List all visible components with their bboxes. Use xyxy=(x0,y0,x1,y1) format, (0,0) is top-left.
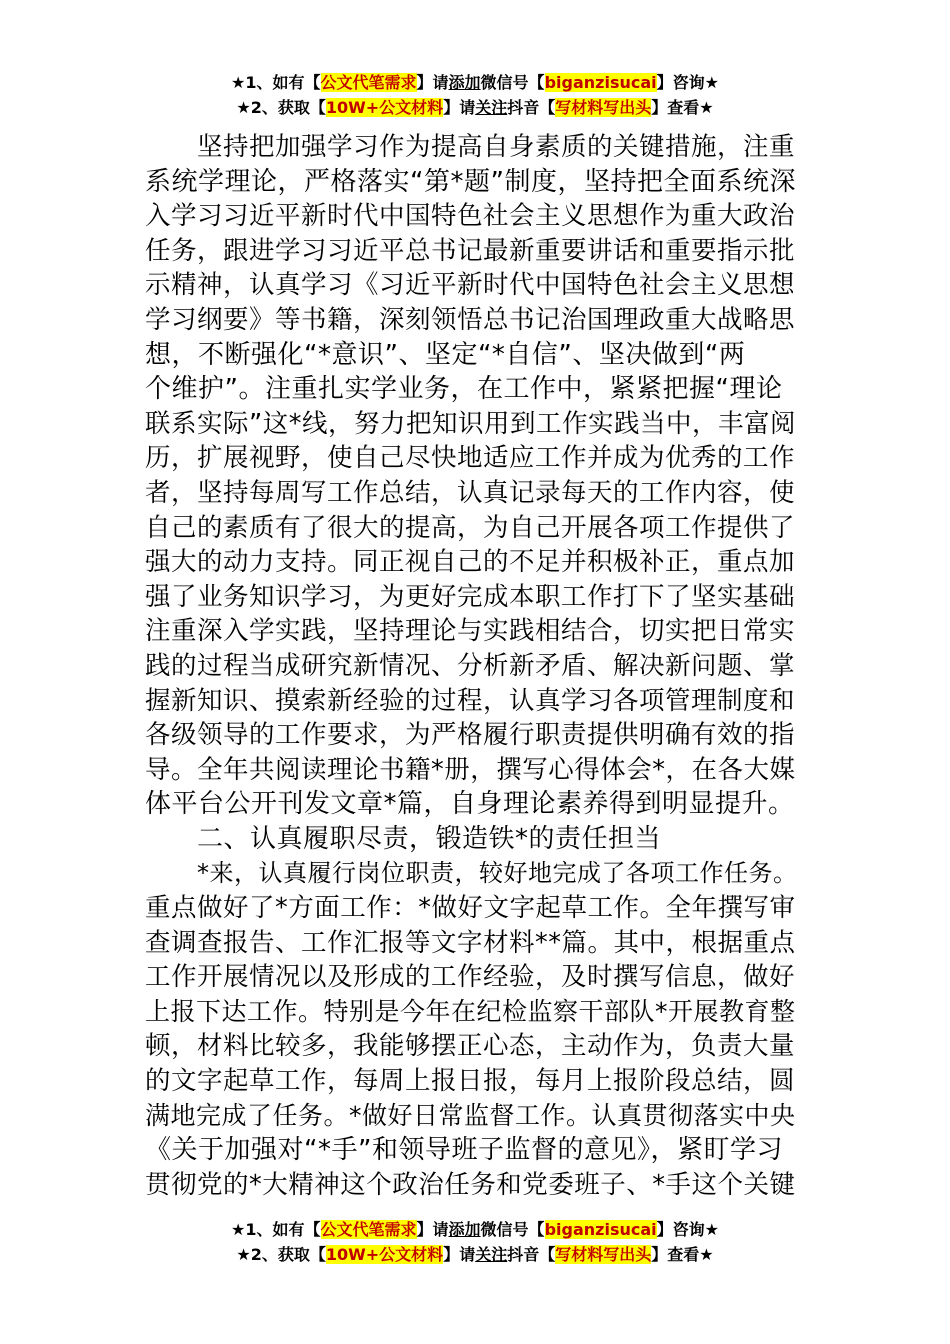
body-line: 任务，跟进学习习近平总书记最新重要讲话和重要指示批 xyxy=(145,235,796,266)
body-line: 上报下达工作。特别是今年在纪检监察干部队*开展教育整 xyxy=(145,996,796,1026)
body-line: 满地完成了任务。*做好日常监督工作。认真贯彻落实中央 xyxy=(145,1100,796,1130)
body-line: 示精神，认真学习《习近平新时代中国特色社会主义思想 xyxy=(145,270,796,301)
body-line: 自己的素质有了很大的提高，为自己开展各项工作提供了 xyxy=(145,512,796,543)
body-line: 想，不断强化“*意识”、坚定“*自信”、坚决做到“两 xyxy=(145,339,746,370)
body-line: 顿，材料比较多，我能够摆正心态，主动作为，负责大量 xyxy=(145,1031,796,1062)
body-line: 查调查报告、工作汇报等文字材料**篇。其中，根据重点 xyxy=(145,927,796,958)
section-heading: 二、认真履职尽责，锻造铁*的责任担当 xyxy=(197,823,662,854)
body-line: 系统学理论，严格落实“第*题”制度，坚持把全面系统深 xyxy=(145,166,796,197)
banner-highlight: biganzisucai xyxy=(544,73,657,92)
body-line: 者，坚持每周写工作总结，认真记录每天的工作内容，使 xyxy=(145,477,796,508)
banner-line-2: ★2、获取【10W+公文材料】请关注抖音【写材料写出头】查看★ xyxy=(236,1245,714,1264)
body-line: 强大的动力支持。同正视自己的不足并积极补正，重点加 xyxy=(145,547,796,578)
body-line: 工作开展情况以及形成的工作经验，及时撰写信息，做好 xyxy=(145,962,796,993)
banner-highlight: 10W+公文材料 xyxy=(325,98,444,117)
banner-highlight: 写材料写出头 xyxy=(555,1245,652,1264)
body-line: 入学习习近平新时代中国特色社会主义思想作为重大政治 xyxy=(145,201,796,232)
body-line: 《关于加强对“*手”和领导班子监督的意见》，紧盯学习 xyxy=(145,1135,783,1166)
banner-line-1: ★1、如有【公文代笔需求】请添加微信号【biganzisucai】咨询★ xyxy=(231,1220,719,1239)
body-line: *来，认真履行岗位职责，较好地完成了各项工作任务。 xyxy=(197,859,798,888)
banner-highlight: 公文代笔需求 xyxy=(320,73,417,92)
top-banner xyxy=(0,70,950,120)
body-line: 的文字起草工作，每周上报日报，每月上报阶段总结，圆 xyxy=(145,1066,796,1097)
body-line: 践的过程当成研究新情况、分析新矛盾、解决新问题、掌 xyxy=(145,650,796,681)
body-line: 体平台公开刊发文章*篇，自身理论素养得到明显提升。 xyxy=(145,789,795,820)
banner-highlight: 公文代笔需求 xyxy=(320,1220,417,1239)
body-line: 学习纲要》等书籍，深刻领悟总书记治国理政重大战略思 xyxy=(145,304,796,335)
body-line: 握新知识、摸索新经验的过程，认真学习各项管理制度和 xyxy=(145,685,796,716)
body-line: 历，扩展视野，使自己尽快地适应工作并成为优秀的工作 xyxy=(145,443,796,474)
document-body xyxy=(145,130,805,1202)
banner-highlight: 写材料写出头 xyxy=(555,98,652,117)
body-line: 个维护”。注重扎实学业务，在工作中，紧紧把握“理论 xyxy=(145,374,783,405)
banner-line-1: ★1、如有【公文代笔需求】请添加微信号【biganzisucai】咨询★ xyxy=(231,73,719,92)
body-line: 贯彻党的*大精神这个政治任务和党委班子、*手这个关键 xyxy=(145,1169,796,1200)
body-line: 坚持把加强学习作为提高自身素质的关键措施，注重 xyxy=(197,132,796,162)
bottom-banner xyxy=(0,1217,950,1267)
banner-line-2: ★2、获取【10W+公文材料】请关注抖音【写材料写出头】查看★ xyxy=(236,98,714,117)
banner-highlight: biganzisucai xyxy=(544,1220,657,1239)
banner-highlight: 10W+公文材料 xyxy=(325,1245,444,1264)
body-line: 各级领导的工作要求，为严格履行职责提供明确有效的指 xyxy=(145,720,796,751)
body-line: 导。全年共阅读理论书籍*册，撰写心得体会*，在各大媒 xyxy=(145,754,796,785)
body-line: 重点做好了*方面工作：*做好文字起草工作。全年撰写审 xyxy=(145,893,796,924)
body-line: 强了业务知识学习，为更好完成本职工作打下了坚实基础 xyxy=(145,581,796,612)
body-line: 联系实际”这*线，努力把知识用到工作实践当中，丰富阅 xyxy=(145,408,796,439)
body-line: 注重深入学实践，坚持理论与实践相结合，切实把日常实 xyxy=(145,616,796,647)
